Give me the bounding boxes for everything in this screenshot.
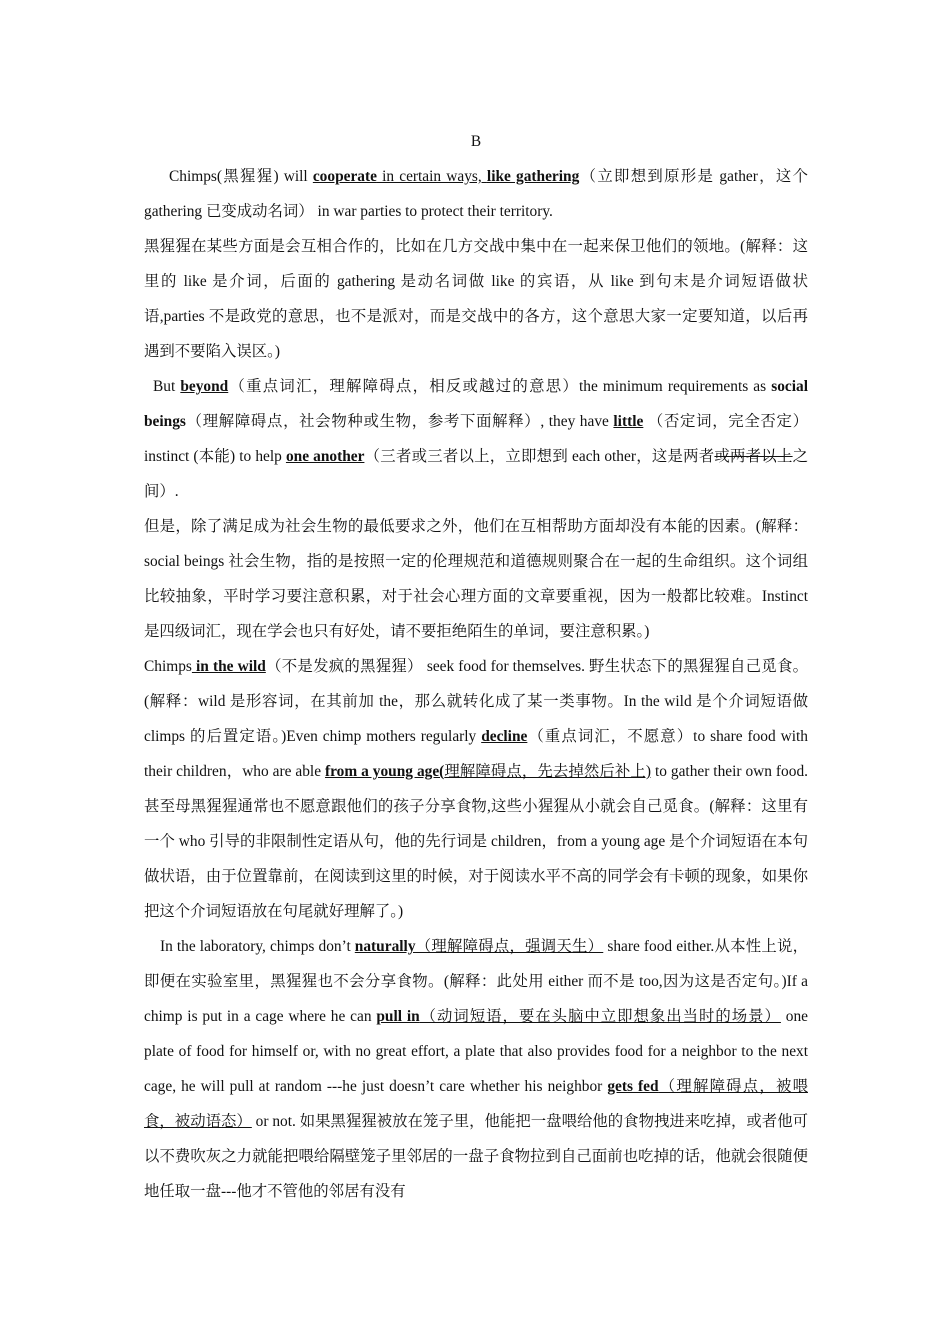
p1-text-3: （立即想到原形是 gather，这个 gathering 已变成动名词） in war parties to protect their territory. — [144, 168, 808, 220]
p6-keyword-gets-fed: gets fed — [607, 1078, 659, 1095]
p1-text-2: in certain ways, — [376, 168, 487, 185]
p3-strikethrough-text: 或两者以上 — [714, 448, 793, 465]
p1-keyword-like-gathering: like gathering — [486, 168, 580, 185]
p3-keyword-social-beings: social beings — [144, 378, 808, 430]
section-title: B — [470, 133, 482, 150]
p3-text-6: 之间）. — [144, 448, 808, 500]
p6-underlined-note-2: （动词短语，要在头脑中立即想象出当时的场景） — [419, 1008, 781, 1025]
p3-text-4: （否定词，完全否定）instinct (本能) to help — [144, 413, 808, 465]
p5-text-4: to gather their own food. 甚至母黑猩猩通常也不愿意跟他们的孩子分享食物,这些小猩猩从小就会自己觅食。(解释：这里有一个 who 引导的非限制性定语从句，他的先行词是 children，from a young age 是个介词短语在本句做状语，由于位置靠前，在阅读到这里的时候，对于阅读水平不高的同学会有卡顿的现象，如果你把这个介词短语放在句尾就好理解了。) — [144, 763, 808, 920]
p6-text-4: or not. 如果黑猩猩被放在笼子里，他能把一盘喂给他的食物拽进来吃掉，或者他可以不费吹灰之力就能把喂给隔壁笼子里邻居的一盘子食物拉到自己面前也吃掉的话，他就会很随便地任取一盘---他才不管他的邻居有没有 — [144, 1113, 808, 1200]
p5-keyword-in-the-wild: in the wild — [191, 658, 266, 675]
p6-keyword-pull-in: pull in — [376, 1008, 420, 1025]
p1-keyword-cooperate: cooperate — [312, 168, 377, 185]
p5-keyword-from-a-young-age: from a young age( — [324, 763, 445, 780]
p1-text-1: Chimps(黑猩猩) will — [169, 168, 313, 185]
paragraph-1 — [144, 159, 808, 229]
p3-keyword-one-another: one another — [285, 448, 365, 465]
p3-keyword-beyond: beyond — [180, 378, 229, 395]
p5-underlined-note: 理解障碍点，先去掉然后补上) — [444, 763, 652, 780]
p3-text-2: （重点词汇，理解障碍点，相反或越过的意思）the minimum requirements as — [228, 378, 772, 395]
p3-keyword-little: little — [613, 413, 644, 430]
p5-text-1: Chimps — [144, 658, 192, 675]
p5-keyword-decline: decline — [481, 728, 528, 745]
p3-text-3: （理解障碍点，社会物种或生物，参考下面解释）, they have — [185, 413, 614, 430]
paragraph-5 — [144, 649, 808, 929]
p6-keyword-naturally: naturally — [354, 938, 416, 955]
p5-text-3: （重点词汇，不愿意）to share food with their children，who are able — [144, 728, 808, 780]
paragraph-6 — [144, 929, 808, 1209]
paragraph-2-translation: 黑猩猩在某些方面是会互相合作的，比如在几方交战中集中在一起来保卫他们的领地。(解释：这里的 like 是介词，后面的 gathering 是动名词做 like 的宾语，从 like 到句末是介词短语做状语,parties 不是政党的意思，也不是派对，而是交战中的各方，这个意思大家一定要知道，以后再遇到不要陷入误区。) — [144, 238, 808, 360]
paragraph-4-translation: 但是，除了满足成为社会生物的最低要求之外，他们在互相帮助方面却没有本能的因素。(解释：social beings 社会生物，指的是按照一定的伦理规范和道德规则聚合在一起的生命组织。这个词组比较抽象，平时学习要注意积累，对于社会心理方面的文章要重视，因为一般都比较难。Instinct 是四级词汇，现在学会也只有好处，请不要拒绝陌生的单词，要注意积累。) — [144, 518, 808, 640]
p6-underlined-note-3: （理解障碍点，被喂食，被动语态） — [144, 1078, 808, 1130]
p6-text-1: In the laboratory, chimps don’t — [160, 938, 355, 955]
document-page — [144, 124, 808, 1209]
p5-text-2: （不是发疯的黑猩猩） seek food for themselves. 野生状态下的黑猩猩自己觅食。(解释：wild 是形容词，在其前加 the，那么就转化成了某一类事物。In the wild 是个介词短语做 climps 的后置定语。)Even chimp mothers regularly — [144, 658, 808, 745]
p3-text-5: （三者或三者以上，立即想到 each other，这是两者 — [364, 448, 715, 465]
p6-text-2: share food either.从本性上说，即便在实验室里，黑猩猩也不会分享食物。(解释：此处用 either 而不是 too,因为这是否定句。)If a chimp is put in a cage where he can — [144, 938, 808, 1025]
p6-text-3: one plate of food for himself or, with no great effort, a plate that also provides food for a neighbor to the next cage, he will pull at random ---he just doesn’t care whether his neighbor — [144, 1008, 808, 1095]
p6-underlined-note-1: （理解障碍点，强调天生） — [415, 938, 604, 955]
p3-text-1: But — [153, 378, 181, 395]
paragraph-3 — [144, 369, 808, 509]
